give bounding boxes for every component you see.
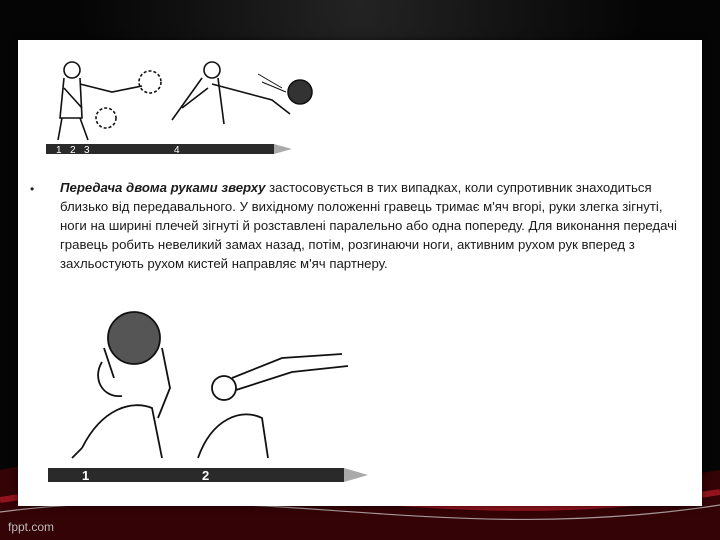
paragraph bbox=[60, 178, 682, 273]
figure-top-label-1: 1 bbox=[56, 145, 62, 156]
figure-top-label-4: 4 bbox=[174, 145, 180, 156]
figure-top-label-2: 2 bbox=[70, 145, 76, 156]
figure-bottom-label-2: 2 bbox=[202, 468, 210, 483]
paragraph-term: Передача двома руками зверху bbox=[60, 180, 266, 195]
figure-top-label-3: 3 bbox=[84, 145, 90, 156]
bullet-marker: • bbox=[30, 182, 35, 196]
figure-bottom bbox=[42, 308, 378, 488]
figure-top-drawing bbox=[42, 48, 322, 162]
paragraph-text: застосовується в тих випадках, коли супротивник знаходиться близько від передавального. У вихідному положенні гравець тримає м'яч вгорі, руки злегка зігнуті, ноги на ширині плечей зігнуті й розставлені паралельно або одна попереду. Для виконання передачі гравець робить невеликий замах назад, потім, розгинаючи ноги, активним рухом рук вперед з захльостують рухом кистей направляє м'яч партнеру. bbox=[60, 180, 677, 271]
figure-bottom-drawing bbox=[42, 308, 378, 488]
figure-top bbox=[42, 48, 322, 162]
figure-bottom-label-1: 1 bbox=[82, 468, 90, 483]
footer-brand: fppt.com bbox=[8, 520, 55, 534]
